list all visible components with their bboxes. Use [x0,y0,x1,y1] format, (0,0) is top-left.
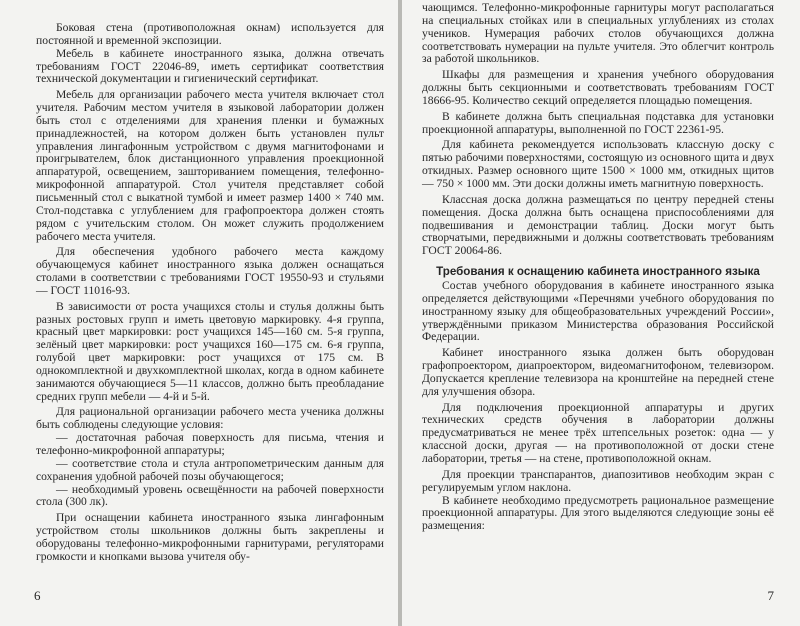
paragraph: Для кабинета рекомендуется использовать классную доску с пятью рабочими поверхностями, состоящую из основного щита и двух откидных. Размер основного щите 1500 × 1000 мм, откидных щитов — 750 × 1000 мм. Эти доски должны иметь магнитную поверхность. [422,138,774,190]
paragraph: Мебель для организации рабочего места учителя включает стол учителя. Рабочим местом учителя в языковой лаборатории должен быть стол с отделениями для хранения пленки и бумажных принадлежностей, на котором должен быть установлен пульт управления лингафонным устройством с двумя магнитофонами и проигрывателем, блок дистанционного управления проекционной аппаратурой, освещением, зашториванием помещения, телефонно-микрофонной аппаратурой. Стол учителя представляет собой письменный стол с выкатной тумбой и имеет размер 1400 × 740 мм. Стол-подставка с углублением для графопроектора должен стоять рядом с учительским столом. Он может служить продолжением рабочего места учителя. [36,88,384,243]
paragraph: Мебель в кабинете иностранного языка, должна отвечать требованиям ГОСТ 22046-89, иметь сертификат соответствия технической документации и гигиенический сертификат. [36,46,384,86]
paragraph: Шкафы для размещения и хранения учебного оборудования должны быть секционными и соответствовать требованиям ГОСТ 18666-95. Количество секций определяется площадью помещения. [422,68,774,107]
paragraph: Для рациональной организации рабочего места ученика должны быть соблюдены следующие условия: [36,405,384,432]
paragraph: чающимся. Телефонно-микрофонные гарнитуры могут располагаться на специальных стойках или в специальных углублениях из столах учеников. Нумерация рабочих столов обучающихся должна соответствовать нумерации на пульте учителя. Это облегчит контроль за работой школьников. [422,1,774,66]
page-number: 6 [34,588,41,603]
right-page [402,0,800,626]
paragraph: В кабинете должна быть специальная подставка для установки проекционной аппаратуры, выполненной по ГОСТ 22361-95. [422,109,774,136]
paragraph: Боковая стена (противоположная окнам) используется для постоянной и временной экспозиции. [36,21,384,47]
section-heading: Требования к оснащению кабинета иностранного языка [436,265,760,279]
paragraph: Для проекции транспарантов, диапозитивов необходим экран с регулируемым углом наклона. [422,467,774,494]
left-page-text [36,22,384,564]
paragraph: При оснащении кабинета иностранного языка лингафонным устройством столы школьников должны быть закреплены и оборудованы телефонно-микрофонными гарнитурами, регуляторами громкости и кнопками вызова учителя обу- [36,511,384,563]
page-number: 7 [767,588,774,603]
paragraph: В кабинете необходимо предусмотреть рациональное размещение проекционной аппаратуры. Для этого выделяются следующие зоны её размещения: [422,493,774,533]
paragraph: Кабинет иностранного языка должен быть оборудован графопроектором, диапроектором, видеомагнитофоном, телевизором. Допускается крепление телевизора на кронштейне на передней стене для улучшения обзора. [422,346,774,398]
list-item: — достаточная рабочая поверхность для письма, чтения и телефонно-микрофонной аппаратуры; [36,431,384,457]
list-item: — соответствие стола и стула антропометрическим данным для сохранения удобной рабочей позы обучающегося; [36,456,384,483]
paragraph: Состав учебного оборудования в кабинете иностранного языка определяется действующими «Перечнями учебного оборудования по иностранному языку для общеобразовательных учреждений России», утверждёнными приказом Министерства образования Российской Федерации. [422,279,774,344]
paragraph: Для обеспечения удобного рабочего места каждому обучающемуся кабинет иностранного языка должен оснащаться столами в соответствии с требованиями ГОСТ 19550-93 и стульями — ГОСТ 11016-93. [36,245,384,297]
list-item: — необходимый уровень освещённости на рабочей поверхности стола (300 лк). [36,482,384,509]
right-page-text [422,2,774,533]
paragraph: Классная доска должна размещаться по центру передней стены помещения. Доска должна быть оснащена приспособлениями для подвешивания и демонстрации таблиц. Доски могут быть створчатыми, передвижными и должны соответствовать требованиям ГОСТ 20064-86. [422,192,774,258]
paragraph: В зависимости от роста учащихся столы и стулья должны быть разных ростовых групп и иметь цветовую маркировку. 4-я группа, красный цвет маркировки: рост учащихся 145—160 см. 5-я группа, зелёный цвет маркировки: рост учащихся 160—175 см. 6-я группа, голубой цвет маркировки: рост учащихся от 175 см. В однокомплектной и двухкомплектной школах, когда в одном кабинете занимаются обучающиеся 5—11 классов, должно быть преобладание средних групп мебели — 4-й и 5-й. [36,299,384,403]
paragraph: Для подключения проекционной аппаратуры и других технических средств обучения в лаборатории должны предусматриваться не менее трёх штепсельных розеток: одна — у классной доски, другая — на противоположной от доски стене лаборатории, третья — на стене, противоположной окнам. [422,400,774,465]
left-page [0,0,398,626]
